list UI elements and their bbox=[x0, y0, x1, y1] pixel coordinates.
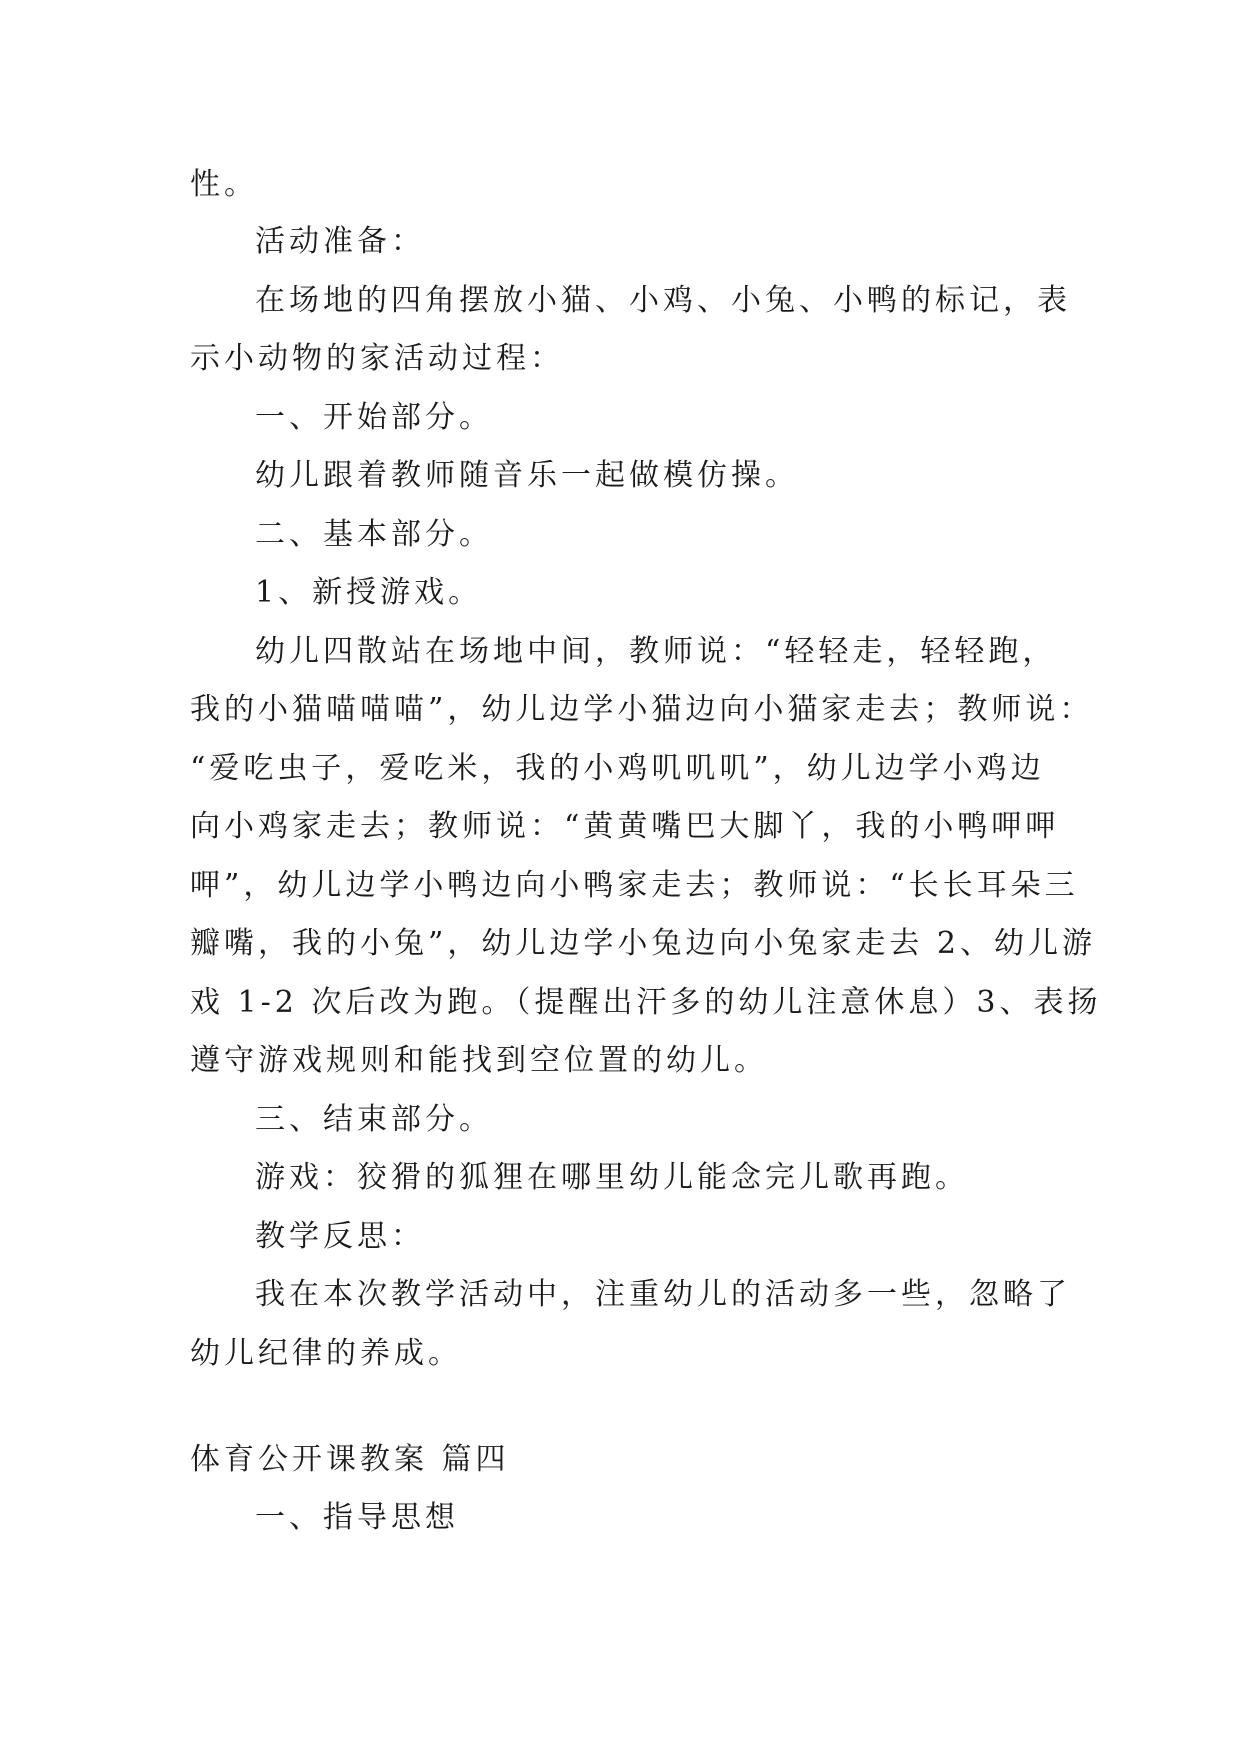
text-line: 游戏：狡猾的狐狸在哪里幼儿能念完儿歌再跑。 bbox=[255, 1160, 969, 1195]
text-line: “爱吃虫子，爱吃米，我的小鸡叽叽叽”，幼儿边学小鸡边 bbox=[190, 751, 1045, 786]
text-line: 幼儿纪律的养成。 bbox=[190, 1336, 462, 1371]
section-heading: 一、指导思想 bbox=[255, 1500, 459, 1535]
text-line: 在场地的四角摆放小猫、小鸡、小兔、小鸭的标记，表 bbox=[255, 283, 1071, 318]
section-heading: 活动准备： bbox=[255, 224, 425, 259]
text-line: 我在本次教学活动中，注重幼儿的活动多一些，忽略了 bbox=[255, 1277, 1071, 1312]
section-heading: 教学反思： bbox=[255, 1219, 425, 1254]
text-line: 向小鸡家走去；教师说：“黄黄嘴巴大脚丫，我的小鸭呷呷 bbox=[190, 809, 1060, 844]
section-heading: 1、新授游戏。 bbox=[255, 575, 483, 610]
text-line: 呷”，幼儿边学小鸭边向小鸭家走去；教师说：“长长耳朵三 bbox=[190, 868, 1079, 903]
section-heading: 二、基本部分。 bbox=[255, 517, 493, 552]
text-line: 性。 bbox=[190, 167, 258, 202]
text-line: 幼儿跟着教师随音乐一起做模仿操。 bbox=[255, 458, 799, 493]
text-line: 遵守游戏规则和能找到空位置的幼儿。 bbox=[190, 1043, 768, 1078]
text-line: 我的小猫喵喵喵”，幼儿边学小猫边向小猫家走去；教师说： bbox=[190, 692, 1094, 727]
text-line: 瓣嘴，我的小兔”，幼儿边学小兔边向小兔家走去 2、幼儿游 bbox=[190, 926, 1096, 961]
section-heading: 三、结束部分。 bbox=[255, 1102, 493, 1137]
document-title: 体育公开课教案 篇四 bbox=[190, 1442, 510, 1477]
section-heading: 一、开始部分。 bbox=[255, 400, 493, 435]
text-line: 幼儿四散站在场地中间，教师说：“轻轻走，轻轻跑， bbox=[255, 634, 1057, 669]
text-line: 示小动物的家活动过程： bbox=[190, 341, 564, 376]
text-line: 戏 1-2 次后改为跑。（提醒出汗多的幼儿注意休息）3、表扬 bbox=[190, 985, 1102, 1020]
